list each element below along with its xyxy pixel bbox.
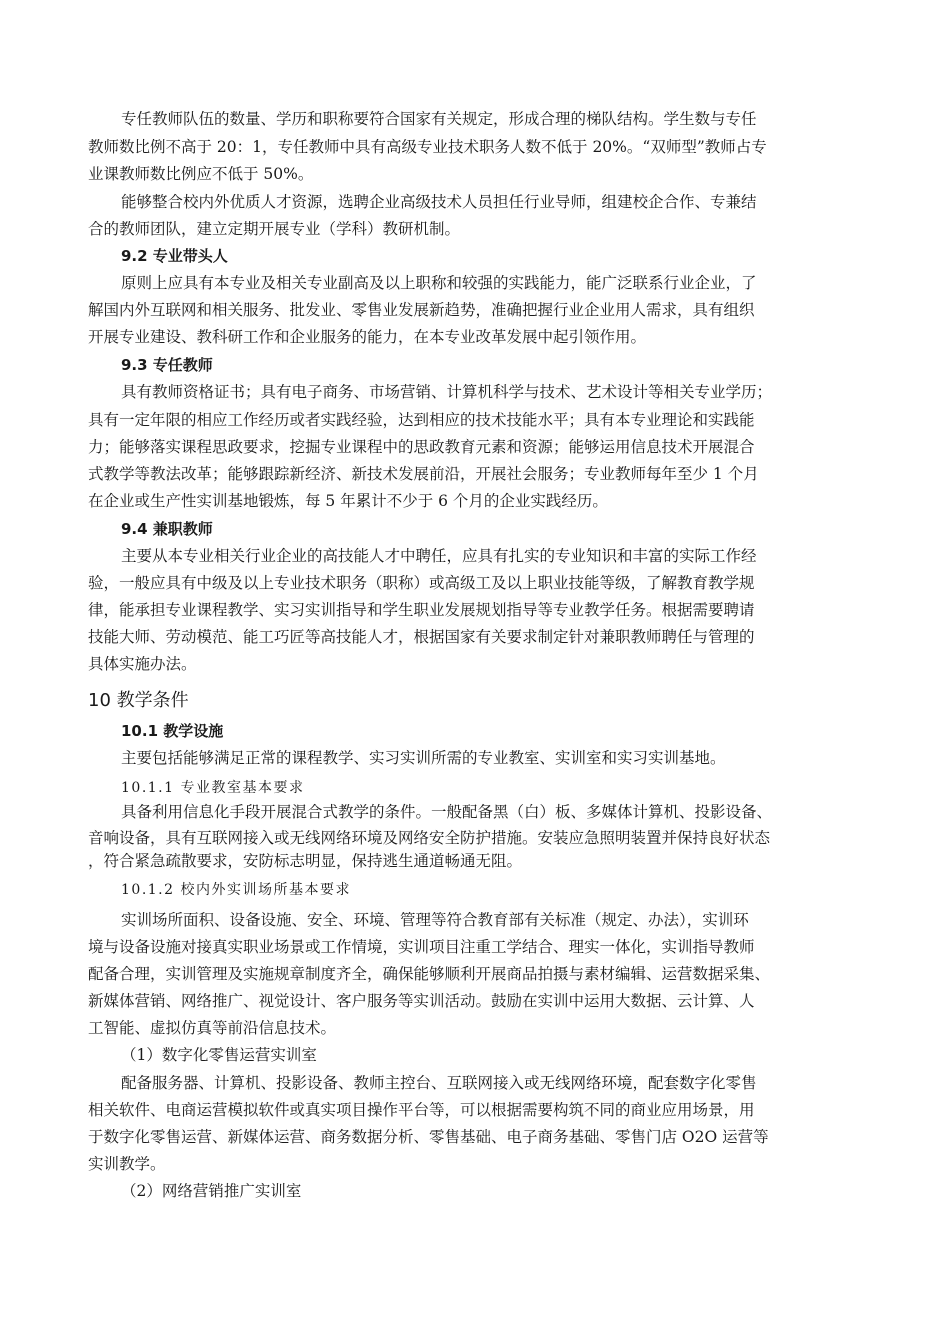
paragraph-line: 业课教师数比例应不低于 50%。	[88, 165, 314, 183]
paragraph-line: 力；能够落实课程思政要求，挖掘专业课程中的思政教育元素和资源；能够运用信息技术开展混合	[88, 438, 755, 456]
paragraph-line: 境与设备设施对接真实职业场景或工作情境，实训项目注重工学结合、理实一体化，实训指导教师	[88, 938, 755, 956]
paragraph-line: ，符合紧急疏散要求，安防标志明显，保持逃生通道畅通无阻。	[88, 852, 523, 870]
paragraph-line: 验，一般应具有中级及以上专业技术职务（职称）或高级工及以上职业技能等级，了解教育教学规	[88, 574, 755, 592]
paragraph-line: 配备服务器、计算机、投影设备、教师主控台、互联网接入或无线网络环境，配套数字化零售	[121, 1074, 757, 1092]
section-heading-9-4: 9.4 兼职教师	[121, 520, 213, 538]
paragraph-line: 工智能、虚拟仿真等前沿信息技术。	[88, 1019, 337, 1037]
paragraph-line: 音响设备，具有互联网接入或无线网络环境及网络安全防护措施。安装应急照明装置并保持良好状态	[88, 829, 771, 847]
paragraph-line: 具有一定年限的相应工作经历或者实践经验，达到相应的技术技能水平；具有本专业理论和实践能	[88, 411, 755, 429]
list-item-label: （1）数字化零售运营实训室	[121, 1046, 317, 1064]
paragraph-line: 能够整合校内外优质人才资源，选聘企业高级技术人员担任行业导师，组建校企合作、专兼结	[121, 193, 757, 211]
paragraph-line: 原则上应具有本专业及相关专业副高及以上职称和较强的实践能力，能广泛联系行业企业，了	[121, 274, 757, 292]
paragraph-line: 主要从本专业相关行业企业的高技能人才中聘任，应具有扎实的专业知识和丰富的实际工作经	[121, 547, 757, 565]
list-item-label: （2）网络营销推广实训室	[121, 1182, 302, 1200]
paragraph-line: 技能大师、劳动模范、能工巧匠等高技能人才，根据国家有关要求制定针对兼职教师聘任与管理的	[88, 628, 755, 646]
paragraph-line: 解国内外互联网和相关服务、批发业、零售业发展新趋势，准确把握行业企业用人需求，具有组织	[88, 301, 755, 319]
paragraph-line: 配备合理，实训管理及实施规章制度齐全，确保能够顺利开展商品拍摄与素材编辑、运营数据采集、	[88, 965, 771, 983]
paragraph-line: 式教学等教法改革；能够跟踪新经济、新技术发展前沿，开展社会服务；专业教师每年至少 1 个月	[88, 465, 759, 483]
subsection-heading-10-1-1: 10.1.1 专业教室基本要求	[121, 780, 305, 796]
paragraph-line: 在企业或生产性实训基地锻炼，每 5 年累计不少于 6 个月的企业实践经历。	[88, 492, 608, 510]
paragraph-line: 实训场所面积、设备设施、安全、环境、管理等符合教育部有关标准（规定、办法），实训环	[121, 911, 749, 929]
paragraph-line: 教师数比例不高于 20：1，专任教师中具有高级专业技术职务人数不低于 20%。“双师型”教师占专	[88, 138, 767, 156]
paragraph-line: 实训教学。	[88, 1155, 166, 1173]
chapter-heading-10: 10 教学条件	[88, 690, 189, 711]
paragraph-line: 新媒体营销、网络推广、视觉设计、客户服务等实训活动。鼓励在实训中运用大数据、云计算、人	[88, 992, 755, 1010]
paragraph-line: 合的教师团队，建立定期开展专业（学科）教研机制。	[88, 220, 461, 238]
paragraph-line: 具体实施办法。	[88, 655, 197, 673]
paragraph-line: 于数字化零售运营、新媒体运营、商务数据分析、零售基础、电子商务基础、零售门店 O2O 运营等	[88, 1128, 769, 1146]
paragraph-line: 律，能承担专业课程教学、实习实训指导和学生职业发展规划指导等专业教学任务。根据需要聘请	[88, 601, 755, 619]
paragraph-line: 专任教师队伍的数量、学历和职称要符合国家有关规定，形成合理的梯队结构。学生数与专任	[121, 110, 757, 128]
section-heading-10-1: 10.1 教学设施	[121, 722, 224, 740]
paragraph-line: 开展专业建设、教科研工作和企业服务的能力，在本专业改革发展中起引领作用。	[88, 328, 647, 346]
subsection-heading-10-1-2: 10.1.2 校内外实训场所基本要求	[121, 882, 351, 898]
section-heading-9-2: 9.2 专业带头人	[121, 247, 228, 265]
paragraph-line: 主要包括能够满足正常的课程教学、实习实训所需的专业教室、实训室和实习实训基地。	[121, 749, 726, 767]
paragraph-line: 具有教师资格证书；具有电子商务、市场营销、计算机科学与技术、艺术设计等相关专业学历；	[121, 383, 773, 401]
section-heading-9-3: 9.3 专任教师	[121, 356, 213, 374]
paragraph-line: 具备利用信息化手段开展混合式教学的条件。一般配备黑（白）板、多媒体计算机、投影设备、	[121, 803, 773, 821]
paragraph-line: 相关软件、电商运营模拟软件或真实项目操作平台等，可以根据需要构筑不同的商业应用场景，用	[88, 1101, 755, 1119]
